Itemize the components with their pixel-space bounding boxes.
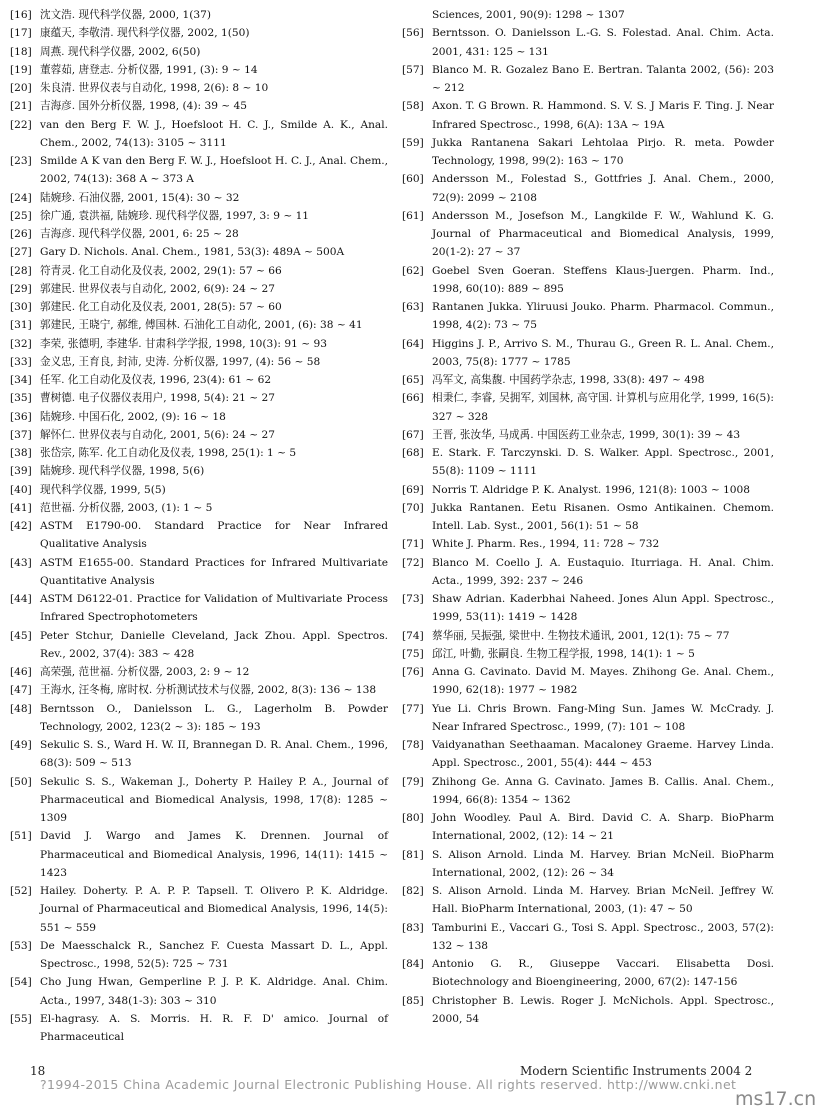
reference-entry — [10, 152, 388, 189]
reference-entry — [10, 225, 388, 243]
reference-number: [21] — [10, 100, 32, 113]
reference-text: Higgins J. P., Arrivo S. M., Thurau G., Green R. L. Anal. Chem., 2003, 75(8): 1777 ~ 1785 — [432, 337, 774, 368]
reference-number: [41] — [10, 501, 32, 514]
reference-text: 吉海彦. 现代科学仪器, 2001, 6: 25 ~ 28 — [40, 228, 239, 240]
reference-number: [54] — [10, 976, 32, 989]
reference-entry — [402, 554, 774, 591]
reference-text: Sekulic S. S., Ward H. W. II, Brannegan D. R. Anal. Chem., 1996, 68(3): 509 ~ 513 — [40, 739, 388, 770]
reference-text: Yue Li. Chris Brown. Fang-Ming Sun. James W. McCrady. J. Near Infrared Spectrosc., 1999, (7): 101 ~ 108 — [432, 702, 774, 733]
reference-number: [73] — [402, 593, 424, 605]
reference-entry — [10, 700, 388, 737]
reference-entry — [10, 316, 388, 334]
reference-text: 吉海彦. 国外分析仪器, 1998, (4): 39 ~ 45 — [40, 100, 248, 113]
reference-number: [57] — [402, 63, 424, 76]
copyright-notice: ?1994-2015 China Academic Journal Electronic Publishing House. All rights reserved. http://www.cnki.net — [40, 1077, 737, 1092]
reference-number: [26] — [10, 228, 32, 240]
reference-entry — [10, 773, 388, 828]
reference-entry — [402, 663, 774, 700]
reference-text: Andersson M., Folestad S., Gottfries J. Anal. Chem., 2000, 72(9): 2099 ~ 2108 — [432, 173, 774, 204]
reference-entry — [10, 79, 388, 97]
reference-number: [59] — [402, 136, 424, 149]
reference-number: [76] — [402, 666, 424, 678]
reference-number: [29] — [10, 282, 32, 295]
reference-number: [60] — [402, 173, 424, 186]
reference-number: [50] — [10, 775, 32, 788]
reference-text: Christopher B. Lewis. Roger J. McNichols. Appl. Spectrosc., 2000, 54 — [432, 994, 774, 1025]
reference-number: [25] — [10, 209, 32, 222]
left-reference-column — [10, 6, 388, 1046]
reference-text: 沈文浩. 现代科学仪器, 2000, 1(37) — [40, 9, 211, 21]
reference-entry — [402, 389, 774, 426]
reference-text: 张岱宗, 陈军. 化工自动化及仪表, 1998, 25(1): 1 ~ 5 — [40, 447, 297, 459]
reference-entry — [10, 481, 388, 499]
reference-number: [37] — [10, 428, 32, 441]
reference-number: [16] — [10, 9, 32, 21]
reference-entry — [402, 773, 774, 810]
reference-text: El-hagrasy. A. S. Morris. H. R. F. D' amico. Journal of Pharmaceutical — [40, 1012, 388, 1043]
reference-entry — [10, 371, 388, 389]
reference-entry — [10, 280, 388, 298]
reference-text: De Maesschalck R., Sanchez F. Cuesta Massart D. L., Appl. Spectrosc., 1998, 52(5): 725 ~ 731 — [40, 939, 388, 970]
reference-number: [61] — [402, 209, 424, 222]
reference-text: Berntsson O., Danielsson L. G., Lagerholm B. Powder Technology, 2002, 123(2 ~ 3): 185 ~ 193 — [40, 702, 388, 733]
reference-text: 王晋, 张汝华, 马成禹. 中国医药工业杂志, 1999, 30(1): 39 ~ 43 — [432, 428, 741, 441]
reference-entry — [402, 97, 774, 134]
reference-number: [72] — [402, 556, 424, 569]
reference-text: Peter Stchur, Danielle Cleveland, Jack Zhou. Appl. Spectros. Rev., 2002, 37(4): 383 ~ 428 — [40, 629, 388, 660]
reference-number: [42] — [10, 520, 32, 532]
reference-entry — [402, 919, 774, 956]
reference-entry — [402, 335, 774, 372]
reference-number: [31] — [10, 319, 32, 332]
reference-number: [43] — [10, 556, 32, 569]
reference-entry — [10, 499, 388, 517]
reference-number: [33] — [10, 355, 32, 368]
reference-text: 董蓉茹, 唐登志. 分析仪器, 1991, (3): 9 ~ 14 — [40, 63, 258, 76]
reference-entry — [402, 955, 774, 992]
reference-text: Goebel Sven Goeran. Steffens Klaus-Juergen. Pharm. Ind., 1998, 60(10): 889 ~ 895 — [432, 264, 774, 295]
reference-text: ASTM E1655-00. Standard Practices for Infrared Multivariate Quantitative Analysis — [40, 556, 388, 587]
reference-text: 徐广通, 袁洪福, 陆婉珍. 现代科学仪器, 1997, 3: 9 ~ 11 — [40, 209, 310, 222]
reference-entry — [402, 371, 774, 389]
reference-number: [78] — [402, 739, 424, 751]
reference-entry — [402, 499, 774, 536]
reference-entry — [10, 207, 388, 225]
reference-text: Gary D. Nichols. Anal. Chem., 1981, 53(3): 489A ~ 500A — [40, 246, 345, 259]
reference-entry — [402, 736, 774, 773]
reference-entry — [10, 517, 388, 554]
reference-entry — [10, 262, 388, 280]
reference-entry — [10, 298, 388, 316]
reference-entry — [402, 134, 774, 171]
reference-entry — [10, 937, 388, 974]
reference-entry — [10, 554, 388, 591]
reference-text: White J. Pharm. Res., 1994, 11: 728 ~ 732 — [432, 538, 660, 551]
reference-number: [45] — [10, 629, 32, 642]
reference-number: [63] — [402, 301, 424, 313]
right-reference-column — [402, 6, 774, 1028]
reference-text: 周燕. 现代科学仪器, 2002, 6(50) — [40, 45, 201, 58]
reference-number: [28] — [10, 264, 32, 277]
reference-number: [18] — [10, 45, 32, 58]
reference-entry — [402, 298, 774, 335]
reference-text: 金义忠, 王育良, 封沛, 史涛. 分析仪器, 1997, (4): 56 ~ 58 — [40, 355, 321, 368]
reference-entry — [10, 973, 388, 1010]
reference-text: E. Stark. F. Tarczynski. D. S. Walker. Appl. Spectrosc., 2001, 55(8): 1109 ~ 1111 — [432, 447, 774, 478]
reference-text: ASTM D6122-01. Practice for Validation of Multivariate Process Infrared Spectrophotometers — [40, 593, 388, 624]
reference-text: John Woodley. Paul A. Bird. David C. A. Sharp. BioPharm International, 2002, (12): 14 ~ 21 — [432, 812, 774, 843]
page-number: 18 — [30, 1064, 46, 1078]
reference-entry — [402, 992, 774, 1029]
reference-entry — [402, 809, 774, 846]
reference-entry — [402, 6, 774, 24]
reference-number: [62] — [402, 264, 424, 277]
reference-number: [51] — [10, 830, 32, 843]
reference-text: 郭建民. 化工自动化及仪表, 2001, 28(5): 57 ~ 60 — [40, 301, 282, 313]
reference-entry — [10, 444, 388, 462]
reference-number: [82] — [402, 885, 424, 897]
watermark-text: ms17.cn — [735, 1088, 816, 1110]
reference-number: [71] — [402, 538, 424, 551]
reference-text: Zhihong Ge. Anna G. Cavinato. James B. Callis. Anal. Chem., 1994, 66(8): 1354 ~ 1362 — [432, 775, 774, 806]
reference-text: Rantanen Jukka. Yliruusi Jouko. Pharm. Pharmacol. Commun., 1998, 4(2): 73 ~ 75 — [432, 301, 774, 332]
reference-entry — [10, 408, 388, 426]
reference-entry — [10, 1010, 388, 1047]
reference-text: Tamburini E., Vaccari G., Tosi S. Appl. Spectrosc., 2003, 57(2): 132 ~ 138 — [432, 921, 774, 952]
reference-text: Andersson M., Josefson M., Langkilde F. W., Wahlund K. G. Journal of Pharmaceutical and Biomedical Analysis, 1999, 20(1-2): 27 ~ 37 — [432, 209, 774, 259]
reference-text: Jukka Rantanena Sakari Lehtolaa Pirjo. R. meta. Powder Technology, 1998, 99(2): 163 ~ 170 — [432, 136, 774, 167]
reference-number: [22] — [10, 118, 32, 131]
reference-number: [32] — [10, 337, 32, 350]
reference-number: [44] — [10, 593, 32, 605]
reference-number: [81] — [402, 848, 424, 861]
reference-number: [30] — [10, 301, 32, 313]
reference-number: [84] — [402, 958, 424, 970]
reference-number: [83] — [402, 921, 424, 934]
reference-text: 符青灵. 化工自动化及仪表, 2002, 29(1): 57 ~ 66 — [40, 264, 282, 277]
reference-text: S. Alison Arnold. Linda M. Harvey. Brian McNeil. BioPharm International, 2002, (12): 26 ~ 34 — [432, 848, 774, 879]
reference-text: Sekulic S. S., Wakeman J., Doherty P. Hailey P. A., Journal of Pharmaceutical and Biomedical Analysis, 1998, 17(8): 1285 ~ 1309 — [40, 775, 388, 824]
reference-text: David J. Wargo and James K. Drennen. Journal of Pharmaceutical and Biomedical Analysis, 1996, 14(11): 1415 ~ 1423 — [40, 830, 388, 879]
reference-entry — [10, 6, 388, 24]
reference-text: 任军. 化工自动化及仪表, 1996, 23(4): 61 ~ 62 — [40, 374, 272, 386]
reference-text: Shaw Adrian. Kaderbhai Naheed. Jones Alun Appl. Spectrosc., 1999, 53(11): 1419 ~ 1428 — [432, 593, 774, 624]
reference-entry — [402, 590, 774, 627]
reference-entry — [10, 97, 388, 115]
reference-number: [79] — [402, 775, 424, 788]
reference-entry — [10, 353, 388, 371]
reference-text: 朱良清. 世界仪表与自动化, 1998, 2(6): 8 ~ 10 — [40, 82, 269, 94]
reference-entry — [10, 243, 388, 261]
reference-entry — [10, 189, 388, 207]
reference-entry — [10, 590, 388, 627]
reference-number: [80] — [402, 812, 424, 824]
reference-number: [70] — [402, 501, 424, 514]
reference-number: [17] — [10, 27, 32, 40]
reference-number: [36] — [10, 410, 32, 423]
reference-text: 邱江, 叶勤, 张嗣良. 生物工程学报, 1998, 14(1): 1 ~ 5 — [432, 647, 695, 660]
reference-text: 解怀仁. 世界仪表与自动化, 2001, 5(6): 24 ~ 27 — [40, 428, 275, 441]
reference-entry — [402, 627, 774, 645]
reference-entry — [10, 827, 388, 882]
reference-number: [74] — [402, 629, 424, 642]
reference-entry — [10, 681, 388, 699]
reference-text: 范世福. 分析仪器, 2003, (1): 1 ~ 5 — [40, 501, 213, 514]
reference-entry — [10, 389, 388, 407]
reference-entry — [402, 426, 774, 444]
reference-entry — [10, 462, 388, 480]
reference-number: [77] — [402, 702, 424, 715]
reference-text: 郭建民, 王晓宁, 郝维, 傅国林. 石油化工自动化, 2001, (6): 38 ~ 41 — [40, 319, 363, 332]
reference-text: 陆婉珍. 现代科学仪器, 1998, 5(6) — [40, 465, 205, 478]
reference-entry — [402, 645, 774, 663]
reference-entry — [402, 481, 774, 499]
reference-text: 现代科学仪器, 1999, 5(5) — [40, 483, 166, 496]
reference-number: [27] — [10, 246, 32, 259]
reference-text: 陆婉珍. 石油仪器, 2001, 15(4): 30 ~ 32 — [40, 191, 240, 204]
reference-text: Jukka Rantanen. Eetu Risanen. Osmo Antikainen. Chemom. Intell. Lab. Syst., 2001, 56(1): 51 ~ 58 — [432, 501, 774, 532]
reference-text: ASTM E1790-00. Standard Practice for Near Infrared Qualitative Analysis — [40, 520, 388, 551]
reference-number: [55] — [10, 1012, 32, 1025]
reference-text: Blanco M. R. Gozalez Bano E. Bertran. Talanta 2002, (56): 203 ~ 212 — [432, 63, 774, 94]
reference-number: [38] — [10, 447, 32, 459]
reference-number: [23] — [10, 155, 32, 167]
reference-number: [20] — [10, 82, 32, 94]
reference-text: 冯军文, 高集馥. 中国药学杂志, 1998, 33(8): 497 ~ 498 — [432, 374, 705, 386]
reference-text: 相秉仁, 李睿, 吴拥军, 刘国林, 高守国. 计算机与应用化学, 1999, 16(5): 327 ~ 328 — [432, 392, 774, 423]
reference-entry — [402, 262, 774, 299]
reference-text: Vaidyanathan Seethaaman. Macaloney Graeme. Harvey Linda. Appl. Spectrosc., 2001, 55(4): 444 ~ 453 — [432, 739, 774, 770]
reference-text: 蔡华丽, 吴振强, 梁世中. 生物技术通讯, 2001, 12(1): 75 ~ 77 — [432, 629, 730, 642]
reference-entry — [402, 207, 774, 262]
reference-number: [68] — [402, 447, 424, 459]
reference-text: 康蕴天, 李敬清. 现代科学仪器, 2002, 1(50) — [40, 27, 250, 40]
reference-entry — [10, 882, 388, 937]
reference-number: [46] — [10, 666, 32, 678]
reference-number: [52] — [10, 885, 32, 897]
reference-text: 王海水, 汪冬梅, 席时权. 分析测试技术与仪器, 2002, 8(3): 136 ~ 138 — [40, 684, 377, 697]
reference-text: 高荣强, 范世福. 分析仪器, 2003, 2: 9 ~ 12 — [40, 666, 250, 678]
reference-text: Antonio G. R., Giuseppe Vaccari. Elisabetta Dosi. Biotechnology and Bioengineering, 2000, 67(2): 147-156 — [432, 958, 774, 989]
reference-text: Axon. T. G Brown. R. Hammond. S. V. S. J Maris F. Ting. J. Near Infrared Spectrosc., 1998, 6(A): 13A ~ 19A — [432, 100, 774, 131]
reference-number: [47] — [10, 684, 32, 697]
reference-entry — [10, 24, 388, 42]
reference-number: [75] — [402, 647, 424, 660]
reference-number: [85] — [402, 994, 424, 1007]
reference-text: Cho Jung Hwan, Gemperline P. J. P. K. Aldridge. Anal. Chim. Acta., 1997, 348(1-3): 303 ~ 310 — [40, 976, 388, 1007]
reference-number: [56] — [402, 27, 424, 40]
reference-text: Blanco M. Coello J. A. Eustaquio. Iturriaga. H. Anal. Chim. Acta., 1999, 392: 237 ~ 246 — [432, 556, 774, 587]
reference-entry — [10, 736, 388, 773]
reference-number: [39] — [10, 465, 32, 478]
reference-entry — [10, 61, 388, 79]
reference-entry — [10, 43, 388, 61]
reference-number: [40] — [10, 483, 32, 496]
reference-entry — [402, 535, 774, 553]
reference-number: [58] — [402, 100, 424, 113]
reference-entry — [10, 335, 388, 353]
reference-number: [24] — [10, 191, 32, 204]
reference-entry — [402, 846, 774, 883]
reference-text: Sciences, 2001, 90(9): 1298 ~ 1307 — [432, 9, 625, 21]
reference-number: [64] — [402, 337, 424, 350]
reference-text: Hailey. Doherty. P. A. P. P. Tapsell. T. Olivero P. K. Aldridge. Journal of Pharmaceutical and Biomedical Analysis, 1996, 14(5): 551 ~ 559 — [40, 885, 388, 934]
reference-entry — [10, 116, 388, 153]
reference-number: [53] — [10, 939, 32, 952]
reference-text: S. Alison Arnold. Linda M. Harvey. Brian McNeil. Jeffrey W. Hall. BioPharm International, 2003, (1): 47 ~ 50 — [432, 885, 774, 916]
reference-number: [35] — [10, 392, 32, 405]
reference-text: van den Berg F. W. J., Hoefsloot H. C. J., Smilde A. K., Anal. Chem., 2002, 74(13): 3105 ~ 3111 — [40, 118, 388, 149]
reference-entry — [402, 444, 774, 481]
reference-number: [69] — [402, 483, 424, 496]
reference-entry — [402, 170, 774, 207]
reference-entry — [10, 663, 388, 681]
reference-number: [66] — [402, 392, 424, 405]
reference-number: [65] — [402, 374, 424, 386]
reference-number: [48] — [10, 702, 32, 715]
reference-entry — [402, 700, 774, 737]
reference-number: [49] — [10, 739, 32, 751]
reference-number: [67] — [402, 428, 424, 441]
reference-number: [34] — [10, 374, 32, 386]
reference-entry — [10, 426, 388, 444]
reference-entry — [402, 24, 774, 61]
reference-text: Berntsson. O. Danielsson L.-G. S. Folestad. Anal. Chim. Acta. 2001, 431: 125 ~ 131 — [432, 27, 774, 58]
reference-text: 陆婉珍. 中国石化, 2002, (9): 16 ~ 18 — [40, 410, 226, 423]
reference-entry — [402, 882, 774, 919]
reference-text: 郭建民. 世界仪表与自动化, 2002, 6(9): 24 ~ 27 — [40, 282, 275, 295]
reference-entry — [402, 61, 774, 98]
reference-text: Norris T. Aldridge P. K. Analyst. 1996, 121(8): 1003 ~ 1008 — [432, 483, 751, 496]
reference-number: [19] — [10, 63, 32, 76]
reference-text: 曹树德. 电子仪器仪表用户, 1998, 5(4): 21 ~ 27 — [40, 392, 275, 405]
reference-text: 李荣, 张德明, 李建华. 甘肃科学学报, 1998, 10(3): 91 ~ 93 — [40, 337, 327, 350]
reference-text: Anna G. Cavinato. David M. Mayes. Zhihong Ge. Anal. Chem., 1990, 62(18): 1977 ~ 1982 — [432, 666, 774, 697]
journal-footer: Modern Scientific Instruments 2004 2 — [520, 1064, 753, 1078]
reference-entry — [10, 627, 388, 664]
reference-text: Smilde A K van den Berg F. W. J., Hoefsloot H. C. J., Anal. Chem., 2002, 74(13): 368 A ~ 373 A — [40, 155, 388, 186]
